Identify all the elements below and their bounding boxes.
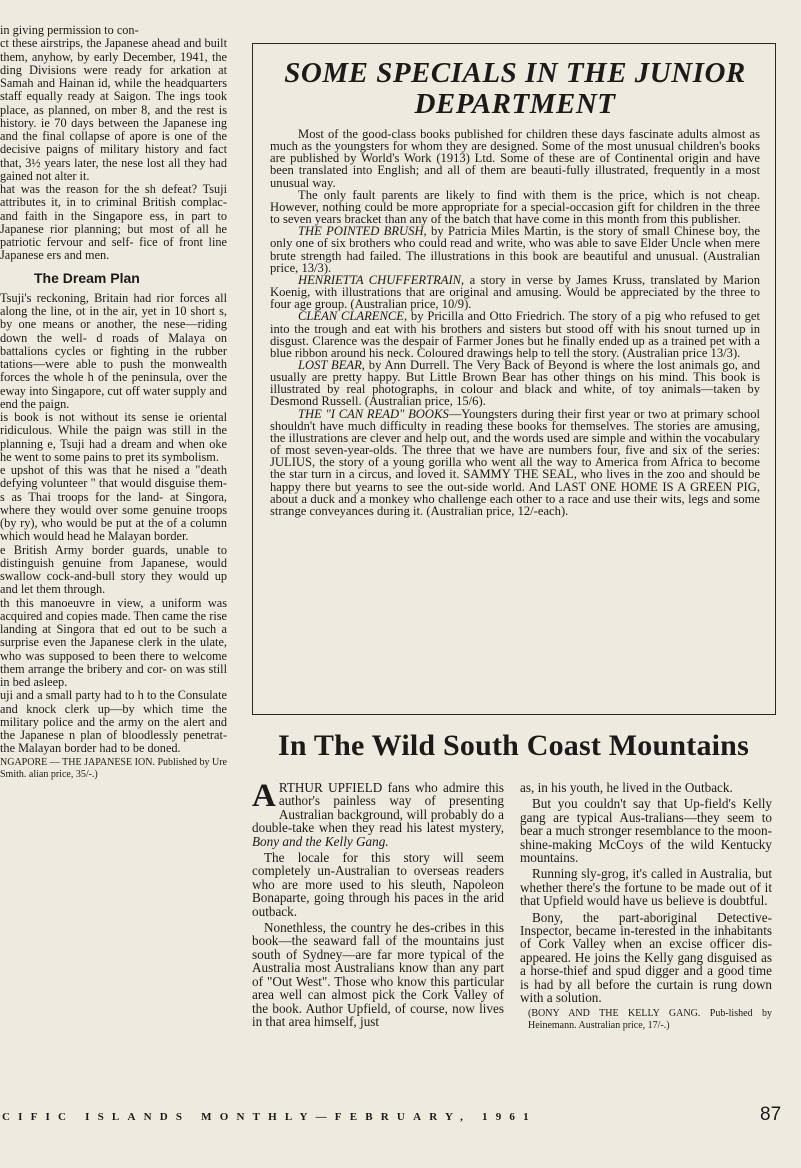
article-columns [252, 778, 780, 1032]
box-paragraph [270, 310, 760, 359]
upfield-review-article [252, 728, 780, 1032]
junior-department-box [252, 43, 776, 715]
footer-masthead: CIFIC ISLANDS MONTHLY—FEBRUARY, 1961 [2, 1111, 537, 1123]
left-paragraph: e upshot of this was that he nised a "death defying volunteer " that would disguise them- s as Thai troops for the land- at Singora, where they would over some genuine troops (by ry), who would be put at the of a column which would head he Malayan border. [0, 463, 227, 544]
article-text: RTHUR UPFIELD fans who admire this author's painless way of presenting Australian background, will probably do a double-take when they read his latest mystery, [252, 780, 504, 836]
left-paragraph: th this manoeuvre in view, a uniform was acquired and copies made. Then came the rise landing at Singora that ed out to be such a surprise even the Japanese clerk in the ulate, who was supposed to been there to welcome them arrange the bribery and cor- on was still in bed asleep. [0, 595, 227, 689]
book-title: THE POINTED BRUSH, [298, 224, 427, 239]
box-paragraph [270, 408, 760, 517]
book-review: a story in verse by James Kruss, translated by Marion Koenig, with illustrations that are original and amusing. Would be appreciated by the three to four age group. (Australian price, 10/9). [270, 272, 760, 312]
book-review: by Pricilla and Otto Friedrich. The story of a pig who refused to get into the trough and eat with his brothers and sisters but stood off with his snout turned up in disgust. Clarence was the despair of Farmer Jones but he finally ended up as a trained pet with a blue ribbon around his neck. Coloured drawings help to tell the story. (Australian price 13/3). [270, 309, 760, 360]
left-paragraph: ct these airstrips, the Japanese ahead and built them, anyhow, by early December, 1941, the ding Divisions were ready for arkation at Samah and Hainan id, while the headquarters staff equally ready at Saigon. The ings took place, as planned, on mber 8, and the rest is history. ie 70 days between the Japanese ing and the final collapse of apore is one of the decisive paigns of military history and fact that, 3½ years later, the nese lost all they had gained not alter it. [0, 36, 227, 183]
article-paragraph: Bony, the part-aboriginal Detective-Inspector, became in-terested in the inhabitants of Cork Valley when an excise officer dis-appeared. He joins the Kelly gang disguised as a horse-thief and spud digger and a good time is had by all before the curtain is rung down with a solution. [520, 909, 772, 1006]
left-paragraph: Tsuji's reckoning, Britain had rior forces all along the line, ot in the air, yet in 10 short s, by one means or another, the nese—riding down the well- d roads of Malaya on battalions cycles or fighting in the rubber tations—were able to push the monwealth forces the whole h of the peninsula, over the eway into Singapore, cut off water supply and end the paign. [0, 290, 227, 411]
book-title: HENRIETTA CHUFFERTRAIN, [298, 272, 465, 287]
box-paragraph: The only fault parents are likely to find with them is the price, which is not cheap. However, nothing could be more appropriate for a special-occasion gift for children in the three to seven years bracket than any of the batch that have come in this month from this publisher. [270, 187, 760, 227]
box-paragraph: Most of the good-class books published for children these days fascinate adults almost as much as the youngsters for whom they are designed. Some of the most unusual children's books are published by World's Work (1913) Ltd. Some of these are of Continental origin and have been translated into English; and all of them are beauti-fully illustrated, frequently in a most unusual way. [270, 127, 760, 190]
left-paragraph: in giving permission to con- [0, 24, 139, 37]
book-review: —Youngsters during their first year or two at primary school shouldn't have much difficulty in reading these books for themselves. The stories are amusing, the illustrations are clever and help out, and the words used are simple and within the vocabulary of most seven-year-olds. The three that we have are numbers four, five and six of the series: JULIUS, the story of a young gorilla who went all the way to America from Africa to become the star turn in a circus, and loved it. SAMMY THE SEAL, who lives in the zoo and should be happy there but yearns to see the out-side world. And LAST ONE HOME IS A GREEN PIG, about a duck and a monkey who challenge each other to a race and use their wits, legs and some strange conveyances during it. (Australian price, 12/-each). [270, 406, 760, 518]
article-column-right [520, 781, 772, 1032]
article-paragraph: But you couldn't say that Up-field's Kelly gang are typical Aus-tralians—they seem to bear a much stronger resemblance to the moon-shine-making McCoys of the wild Kentucky mountains. [520, 796, 772, 866]
article-paragraph: as, in his youth, he lived in the Outback. [520, 780, 733, 795]
left-source-note: NGAPORE — THE JAPANESE ION. Published by Ure Smith. alian price, 35/-.) [0, 756, 227, 780]
left-paragraph: uji and a small party had to h to the Consulate and knock clerk up—by which time the military police and the army on the alert and the Japanese n plan of bloodlessly penetrat- the Malayan border had to be doned. [0, 688, 227, 756]
book-review: by Ann Durrell. The Very Back of Beyond is where the lost animals go, and usually are pretty happy. But Little Brown Bear has other things on his mind. This book is illustrated by real photographs, in colour and black and white, of toy animals—taken by Desmond Russell. (Australian price, 15/6). [270, 357, 760, 409]
box-body [270, 128, 760, 517]
left-paragraph: e British Army border guards, unable to distinguish genuine from Japanese, would swallow cock-and-bull story they would up and let them through. [0, 542, 227, 597]
box-paragraph [270, 274, 760, 310]
article-headline: In The Wild South Coast Mountains [278, 729, 749, 762]
box-paragraph [270, 359, 760, 408]
article-paragraph: Nonethless, the country he des-cribes in this book—the seaward fall of the mountains just south of Sydney—are far more typical of the Australia most Australians know than any part of "Out West". Those who know this particular area well can almost pick the Cork Valley of the book. Author Upfield, of course, now lives in that area himself, just [252, 920, 504, 1029]
left-paragraph: hat was the reason for the sh defeat? Tsuji attributes it, in to criminal British complac- and faith in the Singapore ess, in part to Japanese rior planning; but most of all he patriotic fervour and self- fice of front line Japanese ers and men. [0, 182, 227, 263]
article-paragraph [252, 778, 504, 849]
book-title: CLEAN CLARENCE, [298, 309, 408, 324]
left-column-article [0, 24, 227, 1092]
box-title: SOME SPECIALS IN THE JUNIOR DEPARTMENT [284, 57, 746, 120]
article-source-note: (BONY AND THE KELLY GANG. Pub-lished by Heinemann. Australian price, 17/-.) [528, 1007, 772, 1031]
article-paragraph: The locale for this story will seem completely un-Australian to overseas readers who are more used to his sleuth, Napoleon Bonaparte, going through his paces in the arid outback. [252, 850, 504, 919]
book-review: by Patricia Miles Martin, is the story of small Chinese boy, the only one of six brothers who could read and write, who was able to save Elder Uncle when mere brute strength had failed. The illustrations in this book are beautiful and unusual. (Australian price, 13/3). [270, 224, 760, 275]
box-paragraph [270, 225, 760, 274]
page-footer [0, 1104, 801, 1128]
article-paragraph: Running sly-grog, it's called in Australia, but whether there's the fortune to be made out of it that Upfield would have us believe is doubtful. [520, 866, 772, 909]
left-subheading: The Dream Plan [34, 269, 140, 286]
left-paragraph: is book is not without its sense ie oriental ridiculous. While the paign was still in the planning e, Tsuji had a dream and when oke he went to some pains to pret its symbolism. [0, 410, 227, 464]
book-title: Bony and the Kelly Gang. [252, 833, 389, 849]
page-number: 87 [760, 1104, 782, 1125]
book-title: THE "I CAN READ" BOOKS [298, 406, 449, 421]
book-title: LOST BEAR, [298, 357, 365, 372]
article-column-left [252, 778, 504, 1032]
drop-cap: A [252, 778, 276, 814]
